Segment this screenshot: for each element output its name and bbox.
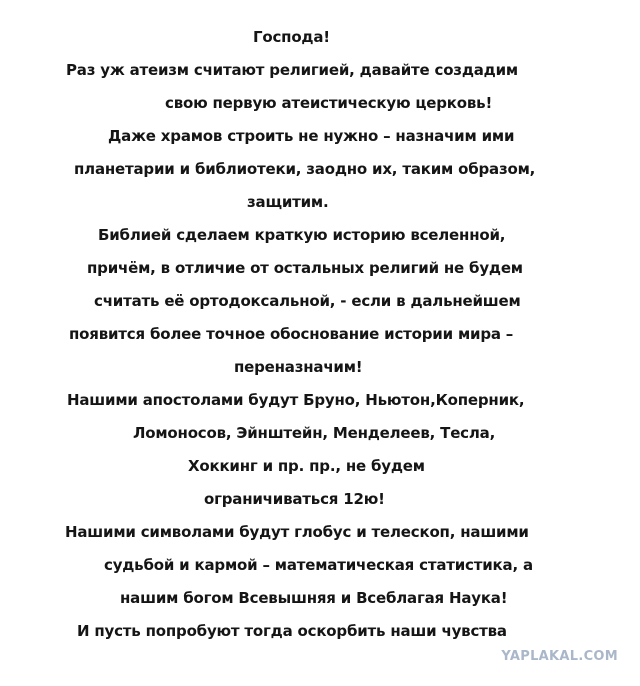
text-line-18: И пусть попробуют тогда оскорбить наши чувства xyxy=(77,622,507,640)
text-line-5: защитим. xyxy=(247,193,329,211)
text-line-6: Библией сделаем краткую историю вселенной, xyxy=(98,226,506,244)
text-line-16: судьбой и кармой – математическая статистика, а xyxy=(104,556,533,574)
text-line-1: Раз уж атеизм считают религией, давайте создадим xyxy=(66,61,518,79)
text-line-7: причём, в отличие от остальных религий не будем xyxy=(87,259,523,277)
text-line-9: появится более точное обоснование истории мира – xyxy=(69,325,514,343)
text-line-12: Ломоносов, Эйнштейн, Менделеев, Тесла, xyxy=(133,424,496,442)
text-line-11: Нашими апостолами будут Бруно, Ньютон,Коперник, xyxy=(67,391,525,409)
text-line-4: планетарии и библиотеки, заодно их, таким образом, xyxy=(74,160,536,178)
text-line-14: ограничиваться 12ю! xyxy=(204,490,385,508)
text-line-15: Нашими символами будут глобус и телескоп, нашими xyxy=(65,523,529,541)
text-line-2: свою первую атеистическую церковь! xyxy=(165,94,493,112)
greeting-line: Господа! xyxy=(253,28,330,46)
text-line-3: Даже храмов строить не нужно – назначим ими xyxy=(108,127,515,145)
text-line-8: считать её ортодоксальной, - если в дальнейшем xyxy=(94,292,521,310)
text-line-10: переназначим! xyxy=(234,358,363,376)
site-watermark: YAPLAKAL.COM xyxy=(501,649,618,664)
text-line-13: Хоккинг и пр. пр., не будем xyxy=(188,457,425,475)
text-line-17: нашим богом Всевышняя и Всеблагая Наука! xyxy=(120,589,508,607)
